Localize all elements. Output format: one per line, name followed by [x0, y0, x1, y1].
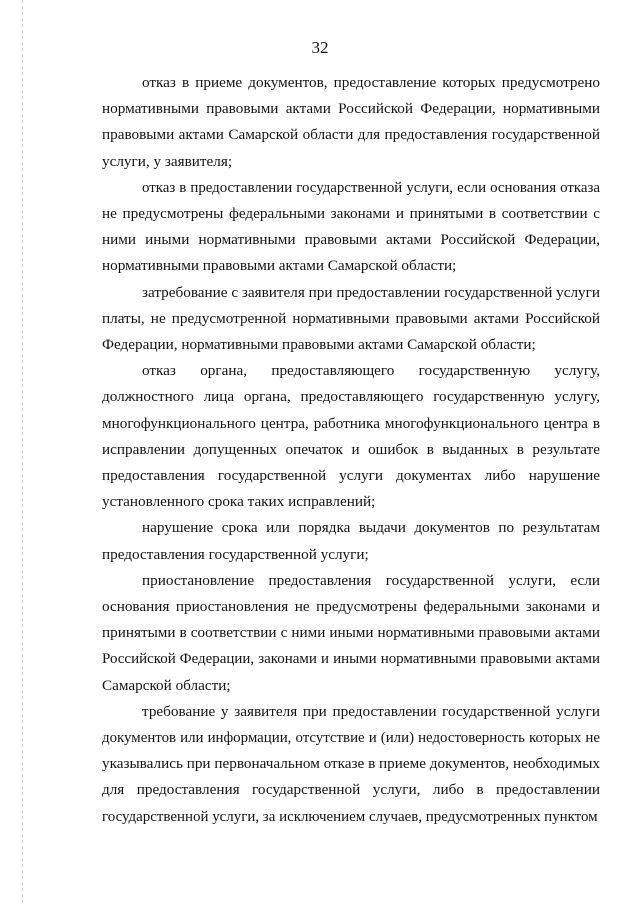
text-line: услуги, у заявителя; — [102, 152, 233, 170]
text-line: указывались при первоначальном отказе в приеме документов, необходимых — [102, 755, 600, 773]
page-number: 32 — [311, 38, 329, 57]
document-body — [102, 70, 600, 830]
paragraph — [102, 175, 600, 280]
text-line: приостановление предоставления государственной услуги, если — [142, 571, 600, 589]
text-line: отказ в предоставлении государственной услуги, если основания отказа — [142, 179, 600, 196]
text-line: должностного лица органа, предоставляющего государственную услугу, — [102, 388, 600, 406]
text-line: нарушение срока или порядка выдачи документов по результатам — [142, 519, 600, 537]
text-line: Российской Федерации, законами и иными нормативными правовыми актами — [102, 651, 600, 668]
text-line: платы, не предусмотренной нормативными правовыми актами Российской — [102, 309, 600, 327]
text-line: отказ в приеме документов, предоставление которых предусмотрено — [142, 74, 600, 91]
text-line: нормативными правовыми актами Самарской области; — [102, 257, 457, 275]
text-line: установленного срока таких исправлений; — [102, 493, 376, 511]
text-line: исправлении допущенных опечаток и ошибок в выданных в результате — [102, 440, 600, 458]
text-line: многофункционального центра, работника многофункционального центра в — [102, 414, 600, 432]
text-line: предоставления государственной услуги; — [102, 545, 369, 563]
text-line: Самарской области; — [102, 676, 231, 694]
text-line: не предусмотрены федеральными законами и принятыми в соответствии с — [102, 205, 600, 223]
text-line: нормативными правовыми актами Российской Федерации, нормативными — [102, 100, 600, 118]
text-line: принятыми в соответствии с ними иными нормативными правовыми актами — [102, 624, 600, 642]
text-line: затребование с заявителя при предоставлении государственной услуги — [142, 283, 600, 301]
text-line: ними иными нормативными правовыми актами Российской Федерации, — [102, 231, 600, 249]
paragraph — [102, 280, 600, 359]
text-line: Федерации, нормативными правовыми актами Самарской области; — [102, 336, 536, 354]
paragraph — [102, 70, 600, 175]
text-line: для предоставления государственной услуги, либо в предоставлении — [102, 781, 600, 799]
text-line: документов или информации, отсутствие и (или) недостоверность которых не — [102, 730, 600, 747]
text-line: основания приостановления не предусмотрены федеральными законами и — [102, 598, 600, 616]
paragraph — [102, 699, 600, 830]
paragraph — [102, 358, 600, 515]
scan-binding-edge — [22, 0, 23, 905]
paragraph — [102, 515, 600, 567]
text-line: государственной услуги, за исключением случаев, предусмотренных пунктом — [102, 808, 598, 825]
text-line: правовыми актами Самарской области для предоставления государственной — [102, 126, 600, 144]
paragraph — [102, 568, 600, 699]
text-line: требование у заявителя при предоставлении государственной услуги — [142, 702, 600, 720]
text-line: отказ органа, предоставляющего государственную услугу, — [142, 362, 600, 380]
text-line: предоставления государственной услуги документах либо нарушение — [102, 467, 600, 485]
